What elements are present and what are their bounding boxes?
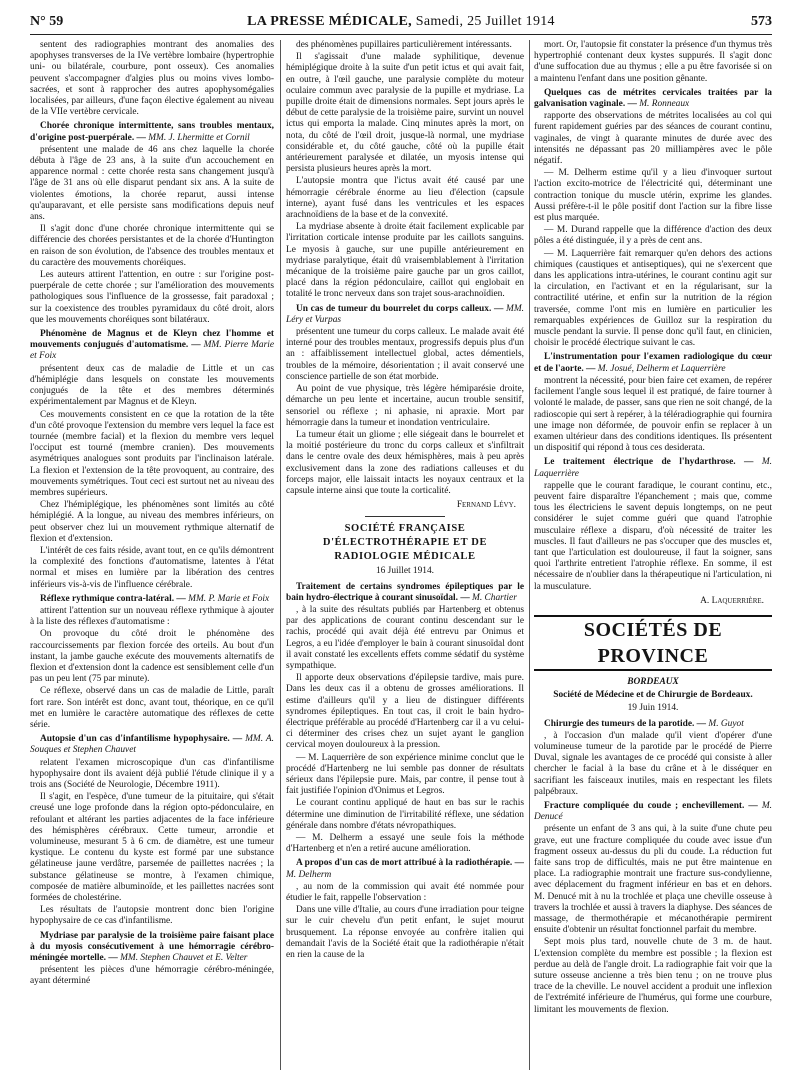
section-title: Phénomène de Magnus et de Kleyn chez l'homme et mouvements conjugués d'automatisme. —	[30, 329, 274, 351]
society-heading: SOCIÉTÉ FRANÇAISE D'ÉLECTROTHÉRAPIE ET DE RADIOLOGIE MÉDICALE	[322, 523, 488, 563]
session-date: 19 Juin 1914.	[627, 703, 679, 714]
paragraph: des phénomènes pupillaires particulièrement intéressants.	[296, 40, 512, 50]
section-title: Chirurgie des tumeurs de la parotide. —	[544, 718, 709, 729]
section-authors: M. Chartier	[472, 592, 517, 603]
section-heading	[286, 304, 524, 326]
section-title: Fracture compliquée du coude ; enchevillement. —	[544, 800, 762, 811]
paragraph: — M. Delherm a essayé une seule fois la méthode d'Hartenberg et n'en a retiré aucune amélioration.	[286, 833, 524, 855]
section-authors: MM. P. Marie et Foix	[188, 593, 270, 604]
paragraph: Il apporte deux observations d'épilepsie tardive, mais pure. Dans les deux cas il a obtenu de grosses améliorations. Il estime d'ailleurs qu'il y a lieu de distinguer différents syndromes épileptiques. En tout cas, il croit le bain hydro-électrique préférable au procédé d'Hartenberg car il a vu celui-ci déterminer des crises chez un sujet ayant le ganglion cervical moyen douloureux à la pression.	[286, 673, 524, 751]
section-banner: SOCIÉTÉS DE PROVINCE	[534, 615, 772, 671]
section-heading	[534, 457, 772, 479]
paragraph: , à la suite des résultats publiés par Hartenberg et obtenus par des applications de courant continu descendant sur le rachis, procédé qui avait déjà été entrevu par Onimus et Legros, a eu l'idée d'employer le bain à courant sinusoïdal dont il avait constaté les excellents effets comme sédatif du système sympathique.	[286, 604, 524, 671]
paragraph: montrent la nécessité, pour bien faire cet examen, de repérer facilement l'angle sous lequel il est pratiqué, de faire tourner à volonté le malade, de passer, sans que rien ne soit changé, de la radioscopie qui sert à repérer, à la téléradiographie qui fournira une image non déformée, de pouvoir enfin se replacer à un examen ultérieur dans des conditions identiques. Ils présentent un dispositif qui répond à tous ces desiderata.	[534, 375, 772, 454]
section-heading	[30, 931, 274, 965]
section-authors: MM. Pierre Marie et Foix	[30, 340, 274, 362]
section-heading	[286, 582, 524, 604]
paragraph: rapporte des observations de métrites localisées au col qui furent rapidement guéries par des séances de courant continu, vaginales, de vingt à quarante minutes de durée avec des intensités ne dépassant pas 20 milliampères avec le pôle négatif.	[534, 111, 772, 167]
section-heading	[30, 734, 274, 756]
paragraph: La tumeur était un gliome ; elle siégeait dans le bourrelet et la moitié postérieure du tronc du corps calleux et s'infiltrait dans le centre ovale des deux hémisphères, mais à peu après exclusivement dans la zone des radiations calleuses et du forceps major, elle laissait intacts les noyaux centraux et la capsule interne ainsi que toute la corticalité.	[286, 429, 524, 496]
section-title: Autopsie d'un cas d'infantilisme hypophysaire. —	[40, 734, 246, 745]
section-heading	[286, 858, 524, 880]
section-title: Réflexe rythmique contra-latéral. —	[40, 593, 189, 604]
paragraph: Sept mois plus tard, nouvelle chute de 3 m. de haut. L'extension complète du membre est possible ; la flexion est perdue au delà de l'angle droit. La radiographie fait voir que la suture osseuse ancienne a très bien tenu ; on ne trouve plus trace de la cheville. Le nouvel accident a produit une inflexion de l'extrémité inférieure de l'humérus, qui forme une courbure, limitant les mouvements de flexion.	[534, 937, 772, 1015]
section-separator	[365, 516, 445, 517]
city-heading: BORDEAUX	[627, 676, 679, 687]
author-signature: A. Laquerrière.	[700, 595, 764, 606]
paragraph: Ces mouvements consistent en ce que la rotation de la tête d'un côté provoque l'extension du membre vers lequel la face est tournée (membre facial) et la flexion du membre vers lequel l'occiput est tourné (membre cranien). Des mouvements asymétriques analogues sont produits par l'inclinaison latérale. La flexion et l'extension de la tête provoquent, au contraire, des mouvements symétriques. Tout ceci est surtout net au niveau des membres supérieurs.	[30, 409, 274, 498]
paragraph: présentent deux cas de maladie de Little et un cas d'hémiplégie dans lesquels on constate les mouvements conjugués de la tête et des membres déterminés expérimentalement par Magnus et de Kleyn.	[30, 363, 274, 408]
paragraph: — M. Durand rappelle que la différence d'action des deux pôles a été distinguée, il y a près de cent ans.	[534, 225, 772, 247]
column-3	[534, 40, 772, 1074]
session-date: 16 Juillet 1914.	[375, 566, 435, 577]
column-rule	[529, 40, 530, 1070]
society-name: Société de Médecine et de Chirurgie de Bordeaux.	[553, 690, 753, 701]
section-title: Chorée chronique intermittente, sans troubles mentaux, d'origine post-puerpérale. —	[30, 121, 274, 143]
paragraph: — M. Laquerrière fait remarquer qu'en dehors des actions chimiques (caustiques et antiseptiques), qui ne s'exercent que dans les applications intra-utérines, le courant continu agit sur la circulation, en l'activant et en la régularisant, sur la contractilité utérine, et enfin sur la nutrition de la région traversée, comme l'ont mis en lumière en particulier les remarquables expériences de Guilloz sur la respiration du muscle pendant la survie. Il pense donc qu'il faut, en clinicien, choisir le procédé électrique suivant le cas.	[534, 248, 772, 349]
paragraph: Dans une ville d'Italie, au cours d'une irradiation pour teigne sur le cuir chevelu d'un petit enfant, le sujet mourut brusquement. La réponse envoyée au confrère italien qui demandait l'avis de la Société était que la radiothérapie n'était en rien la cause de la	[286, 905, 524, 961]
paragraph: L'autopsie montra que l'ictus avait été causé par une hémorragie cérébrale énorme au lieu d'élection (capsule interne), ayant fusé dans les ventricules et les espaces arachnoïdiens de la base et de la convexité.	[286, 176, 524, 221]
paragraph: attirent l'attention sur un nouveau réflexe rythmique à ajouter à la liste des réflexes d'automatisme :	[30, 605, 274, 628]
paragraph: , à l'occasion d'un malade qu'il vient d'opérer d'une volumineuse tumeur de la parotide par le procédé de Pierre Duval, signale les avantages de ce procédé qui consiste à aller chercher le facial à la base du crâne et à le disséquer en sacrifiant les faisceaux inutiles, mais en respectant les filets palpébraux.	[534, 730, 772, 797]
paragraph: Il s'agit donc d'une chorée chronique intermittente qui se différencie des chorées persistantes et de la chorée d'Huntington en raison de son évolution, de l'absence des troubles mentaux et du caractère des mouvements choréiques.	[30, 224, 274, 268]
section-heading	[534, 352, 772, 374]
section-title: Le traitement électrique de l'hydarthrose. —	[544, 457, 762, 468]
section-heading	[534, 88, 772, 110]
section-authors: M. Denucé	[534, 800, 772, 823]
paragraph: présentent les pièces d'une hémorragie cérébro-méningée, ayant déterminé	[30, 965, 274, 987]
paragraph: Chez l'hémiplégique, les phénomènes sont limités au côté hémiplégié. A la longue, au niveau des membres inférieurs, on peut observer chez lui un mouvement rythmique alternatif de flexion et d'extension.	[30, 500, 274, 544]
section-title: Quelques cas de métrites cervicales traitées par la galvanisation vaginale. —	[534, 87, 772, 110]
column-1	[30, 40, 274, 1074]
paragraph: — M. Laquerrière de son expérience minime conclut que le procédé d'Hartenberg ne lui semble pas donner de résultats sérieux dans l'épilepsie pure. Mais, par contre, il pense tout à fait justifiée l'opinion d'Onimus et Legros.	[286, 752, 524, 797]
paragraph: La mydriase absente à droite était facilement explicable par l'irritation corticale intense produite par les caillots sanguins. Le myosis à gauche, sur une pupille antérieurement en mydriase paralytique, était dû vraisemblablement à l'irritation mécanique de la troisième paire gauche par un gros caillot, placé dans la région pédonculaire, caillot qui englobait en totalité le tronc nerveux dans son trajet sous-arachnoïdien.	[286, 222, 524, 300]
column-2	[286, 40, 524, 1074]
paragraph: — M. Delherm estime qu'il y a lieu d'invoquer surtout l'action excito-motrice de l'électricité qui, déterminant une contraction tonique du muscle utérin, exprime les glandes. Aussi préfère-t-il le pôle positif dont l'action sur la fibre lisse est plus marquée.	[534, 168, 772, 224]
paragraph: mort. Or, l'autopsie fit constater la présence d'un thymus très hypertrophié contenant deux kystes suppurés. Il s'agit donc d'une suffocation due au thymus ; elle a pu être favorisée si on a maintenu l'enfant dans une position gênante.	[534, 40, 772, 84]
section-title: Un cas de tumeur du bourrelet du corps calleux. —	[296, 303, 507, 314]
section-heading	[30, 594, 274, 605]
section-heading	[534, 719, 772, 730]
paragraph: L'intérêt de ces faits réside, avant tout, en ce qu'ils démontrent la complexité des fonctions d'automatisme, latentes à l'état normal et mises en lumière par la libération des centres inférieurs vis-à-vis de l'influence cérébrale.	[30, 545, 274, 590]
issue-date: Samedi, 25 Juillet 1914	[415, 14, 555, 29]
section-authors: M. Guyot	[708, 718, 744, 729]
paragraph: présentent une tumeur du corps calleux. Le malade avait été interné pour des troubles mentaux, progressifs depuis plus d'un an : affaiblissement intellectuel global, actes démentiels, troubles de la mémoire, désorientation ; il avait conservé une conscience partielle de son état morbide.	[286, 327, 524, 382]
paragraph: relatent l'examen microscopique d'un cas d'infantilisme hypophysaire dont ils avaient déjà publié l'étude clinique il y a trois ans (Société de Neurologie, Décembre 1911).	[30, 757, 274, 790]
section-heading	[534, 801, 772, 823]
section-authors: MM. Stephen Chauvet et E. Velter	[120, 953, 248, 964]
section-title: A propos d'un cas de mort attribué à la radiothérapie. —	[296, 858, 524, 869]
paragraph: Au point de vue physique, très légère hémiparésie droite, démarche un peu lente et incertaine, aucun trouble sensitif, sensoriel ou réflexe ; ni aphasie, ni apraxie. Mort par hémorragie dans la tumeur et inondation ventriculaire.	[286, 384, 524, 428]
paragraph: sentent des radiographies montrant des anomalies des apophyses transverses de la IVe vertèbre lombaire (hypertrophie uni- ou bilatérale, courbure, pont osseux). Ces anomalies peuvent s'accompagner d'algies plus ou moins vives lombo-sacrées, et sont à rapprocher des autres apophysomégalies localisées, par ailleurs, d'une façon élective également au niveau de la VIIe vertèbre cervicale.	[30, 40, 274, 118]
section-heading	[30, 121, 274, 143]
section-authors: MM. Léry et Vurpas	[286, 303, 524, 325]
section-authors: MM. J. Lhermitte et Cornil	[148, 132, 250, 143]
paragraph: Les auteurs attirent l'attention, en outre : sur l'origine post-puerpérale de cette chorée ; sur l'amélioration des mouvements pathologiques sous l'influence de la grossesse, fait paradoxal ; sur la coexistence des troubles pyramidaux du côté droit, alors que les mouvements choréiques sont bilatéraux.	[30, 270, 274, 325]
paragraph: Ce réflexe, observé dans un cas de maladie de Little, paraît fort rare. Son intérêt est donc, avant tout, théorique, en ce qu'il met en lumière le caractère automatique des réflexes de cette série.	[30, 686, 274, 730]
journal-title	[30, 14, 772, 30]
column-rule	[280, 40, 281, 1070]
paragraph: Il s'agit, en l'espèce, d'une tumeur de la pituitaire, qui s'était creusé une loge profonde dans la région opto-pédonculaire, en refoulant et altérant les parties adjacentes de la face inférieure des hémisphères cérébraux. Cette tumeur, arrondie et volumineuse, mesurant 5 à 6 cm. de diamètre, est une tumeur kystique. Le contenu du kyste est formé par une substance gélatineuse jaune verdâtre, parsemée de paillettes nacrées ; la substance gélatineuse se montre, à l'examen chimique, composée de matière albuminoïde, et les paillettes nacrées sont formées de cholestérine.	[30, 792, 274, 904]
paragraph: Les résultats de l'autopsie montrent donc bien l'origine hypophysaire de ce cas d'infantilisme.	[30, 905, 274, 927]
author-signature: Fernand Lévy.	[456, 500, 516, 511]
paragraph: rappelle que le courant faradique, le courant continu, etc., peuvent faire disparaître l'épanchement ; mais que, comme tous les électriciens le savent depuis longtemps, on ne peut considérer le sujet comme guéri que quand l'atrophie musculaire réflexe a disparu, d'où nécessité de traiter les muscles. Il faut d'ailleurs ne pas s'occuper que des muscles et, tant que l'articulation est douloureuse, il faut la soigner, sans quoi l'arthrite entretient l'atrophie réflexe. En somme, il est nécessaire de n'oublier dans la thérapeutique ni l'articulation, ni la musculature.	[534, 480, 772, 592]
section-heading	[30, 329, 274, 363]
paragraph: Le courant continu appliqué de haut en bas sur le rachis détermine une diminution de l'irritabilité réflexe, une sédation générale dans nombre d'états névropathiques.	[286, 798, 524, 831]
paragraph: Il s'agissait d'une malade syphilitique, devenue hémiplégique droite à la suite d'un petit ictus et qui avait fait, en outre, à l'œil gauche, une paralysie complète du moteur oculaire commun avec paralysie de la pupille et mydriase. La pupille droite était de dimensions normales. Sept jours après le début de cette paralysie de la troisième paire, survint un nouvel ictus qui emporta la malade. Cinq minutes après la mort, on nota, du côté de l'œil droit, jusque-là normal, une mydriase considérable et, du côté gauche, côté où la pupille était antérieurement paralysée et dilatée, un myosis intense qui persista plusieurs heures après la mort.	[286, 52, 524, 175]
section-authors: M. Josué, Delherm et Laquerrière	[597, 363, 726, 374]
section-authors: MM. A. Souques et Stephen Chauvet	[30, 734, 274, 756]
journal-name: LA PRESSE MÉDICALE,	[247, 14, 412, 29]
section-title: Traitement de certains syndromes épileptiques par le bain hydro-électrique à courant sinusoïdal. —	[286, 581, 524, 603]
section-authors: M. Ronneaux	[639, 99, 690, 110]
section-authors: M. Laquerrière	[534, 457, 772, 479]
page-number: 573	[751, 14, 772, 29]
section-title: Mydriase par paralysie de la troisième paire faisant place à du myosis consécutivement à une hémorragie cérébro-méningée mortelle. —	[30, 930, 274, 964]
issue-number: N° 59	[30, 14, 64, 29]
page-header	[30, 12, 772, 35]
paragraph: présentent une malade de 46 ans chez laquelle la chorée débuta à l'âge de 23 ans, à la suite d'un accouchement en apparence normal : cette chorée resta sans changement jusqu'à l'âge de 31 ans où elle disparut pendant six ans. A la suite de violentes émotions, la chorée reparut, aussi intense qu'auparavant, et elle persiste sans modifications depuis neuf ans.	[30, 144, 274, 223]
section-authors: M. Delherm	[286, 869, 332, 880]
section-title: L'instrumentation pour l'examen radiologique du cœur et de l'aorte. —	[534, 352, 772, 374]
paragraph: présente un enfant de 3 ans qui, à la suite d'une chute peu grave, eut une fracture compliquée du coude avec issue d'un fragment osseux au-dessus du pli du coude. La réduction fut faite sans trop de difficultés, mais ne put être maintenue en place. La radiographie montrait une fracture sus-condylienne, avec déplacement du fragment inférieur en bas et en dehors. M. Denucé mit à nu la trochlée et plaça une cheville osseuse à travers la trochlée et aussi à travers la diaphyse. Des séances de massage, de thermothérapie et mécanothérapie permirent ensuite d'obtenir un résultat fonctionnel parfait du membre.	[534, 824, 772, 936]
paragraph: , au nom de la commission qui avait été nommée pour étudier le fait, rappelle l'observation :	[286, 881, 524, 904]
paragraph: On provoque du côté droit le phénomène des raccourcissements par flexion forcée des orteils. Au bout d'un instant, la jambe gauche exécute des mouvements alternatifs de flexion et d'extension dont la cadence est sensiblement celle d'un pas un peu lent (75 par minute).	[30, 629, 274, 685]
